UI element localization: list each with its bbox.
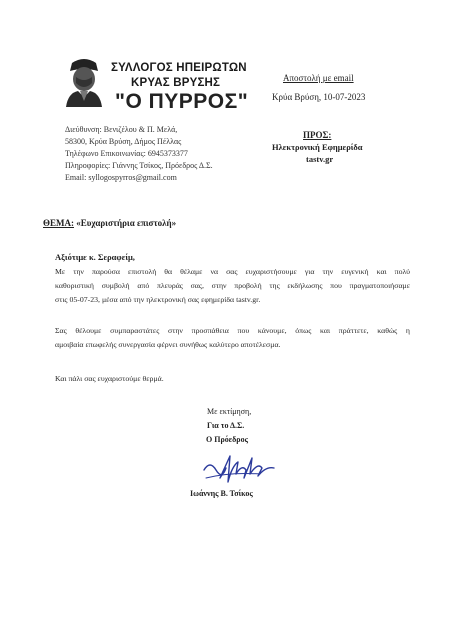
place-and-date: Κρύα Βρύση, 10-07-2023 (272, 92, 366, 102)
subject-label: ΘΕΜΑ: (43, 218, 74, 228)
org-name-line2: ΚΡΥΑΣ ΒΡΥΣΗΣ (131, 77, 221, 89)
paragraph3-line: Και πάλι σας ευχαριστούμε θερμά. (55, 374, 164, 383)
recipient-line2: tastv.gr (306, 154, 334, 164)
closing-role: Ο Πρόεδρος (206, 435, 248, 444)
signatory-name: Ιωάννης Β. Τσίκος (190, 489, 253, 498)
handwritten-signature (200, 448, 280, 488)
org-name-line3: "Ο ΠΥΡΡΟΣ" (115, 90, 249, 113)
sender-address-line: Διεύθυνση: Βενιζέλου & Π. Μελά, (65, 125, 178, 134)
paragraph1-line: στις 05-07-23, μέσα από την ηλεκτρονική σας εφημερίδα tastv.gr. (55, 295, 261, 304)
recipient-label: ΠΡΟΣ: (303, 130, 332, 140)
paragraph2-line: Σας θέλουμε συμπαραστάτες στην προσπάθεια που κάνουμε, όπως και πράττετε, καθώς η (55, 326, 410, 335)
greeting: Αξιότιμε κ. Σεραφείμ, (55, 252, 135, 262)
recipient-line1: Ηλεκτρονική Εφημερίδα (272, 142, 363, 152)
closing-for-board: Για το Δ.Σ. (207, 421, 245, 430)
closing-regards: Με εκτίμηση, (207, 407, 252, 416)
paragraph1-line: καθοριστική συμβολή από πλευράς σας, στην προβολή της εκδήλωσης που πραγματοποιήσαμε (55, 281, 410, 290)
subject-line (43, 218, 176, 228)
subject-text: «Ευχαριστήρια επιστολή» (76, 218, 177, 228)
sender-phone-line: Τηλέφωνο Επικοινωνίας: 6945373377 (65, 149, 188, 158)
sender-address-line: 58300, Κρύα Βρύση, Δήμος Πέλλας (65, 137, 182, 146)
org-name-line1: ΣΥΛΛΟΓΟΣ ΗΠΕΙΡΩΤΩΝ (111, 62, 247, 74)
email-sending-note: Αποστολή με email (283, 73, 354, 83)
sender-email-line: Email: syllogospyrros@gmail.com (65, 173, 177, 182)
paragraph2-line: αμοιβαία επωφελής συνεργασία φέρνει συνήθως καλύτερο αποτέλεσμα. (55, 340, 281, 349)
sender-info-line: Πληροφορίες: Γιάννης Τσίκος, Πρόεδρος Δ.Σ. (65, 161, 213, 170)
association-logo-portrait (62, 57, 106, 107)
paragraph1-line: Με την παρούσα επιστολή θα θέλαμε να σας ευχαριστήσουμε για την ευγενική και πολύ (55, 267, 410, 276)
